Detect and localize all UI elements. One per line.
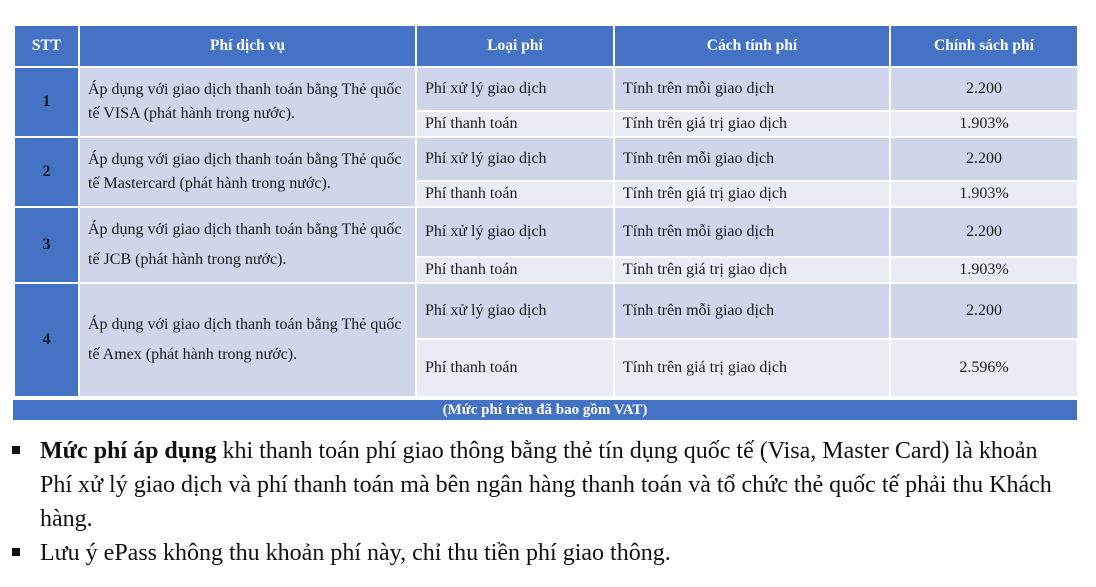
table-header-row [14,25,1078,67]
square-bullet-icon [12,548,20,556]
note-text: khi thanh toán phí giao thông bằng thẻ tín dụng quốc tế (Visa, Master Card) là khoản Phí xử lý giao dịch và phí thanh toán mà bên ngân hàng thanh toán và tổ chức thẻ quốc tế phải thu Khách hàng. [40,438,1052,532]
fee-type: Phí thanh toán [416,257,614,283]
vat-footnote: (Mức phí trên đã bao gồm VAT) [13,398,1077,420]
calc-method: Tính trên mỗi giao dịch [614,137,890,181]
fee-table-container [13,24,1077,420]
note-text: Lưu ý ePass không thu khoản phí này, chỉ thu tiền phí giao thông. [40,540,671,566]
fee-policy: 2.200 [890,207,1078,257]
calc-method: Tính trên giá trị giao dịch [614,257,890,283]
fee-policy: 2.596% [890,339,1078,397]
table-row [14,283,1078,339]
square-bullet-icon [12,446,20,454]
fee-type: Phí xử lý giao dịch [416,137,614,181]
fee-policy: 1.903% [890,111,1078,137]
fee-policy: 2.200 [890,283,1078,339]
row-number: 4 [14,283,79,397]
service-description: Áp dụng với giao dịch thanh toán bằng Thẻ quốc tế VISA (phát hành trong nước). [79,67,416,137]
fee-type: Phí xử lý giao dịch [416,283,614,339]
header-fee-type: Loại phí [416,25,614,67]
header-fee-policy: Chính sách phí [890,25,1078,67]
fee-type: Phí thanh toán [416,181,614,207]
fee-policy: 1.903% [890,181,1078,207]
service-description: Áp dụng với giao dịch thanh toán bằng Thẻ quốc tế JCB (phát hành trong nước). [79,207,416,283]
fee-table [13,24,1079,398]
service-description: Áp dụng với giao dịch thanh toán bằng Thẻ quốc tế Mastercard (phát hành trong nước). [79,137,416,207]
table-row [14,67,1078,111]
fee-policy: 2.200 [890,67,1078,111]
note-bold-lead: Mức phí áp dụng [40,438,217,464]
fee-type: Phí xử lý giao dịch [416,67,614,111]
calc-method: Tính trên giá trị giao dịch [614,181,890,207]
fee-type: Phí xử lý giao dịch [416,207,614,257]
fee-policy: 2.200 [890,137,1078,181]
header-service: Phí dịch vụ [79,25,416,67]
fee-type: Phí thanh toán [416,339,614,397]
row-number: 2 [14,137,79,207]
table-row [14,207,1078,257]
calc-method: Tính trên mỗi giao dịch [614,283,890,339]
row-number: 3 [14,207,79,283]
row-number: 1 [14,67,79,137]
fee-type: Phí thanh toán [416,111,614,137]
header-stt: STT [14,25,79,67]
note-item [10,434,1070,536]
notes-list [10,434,1070,570]
calc-method: Tính trên giá trị giao dịch [614,111,890,137]
fee-policy: 1.903% [890,257,1078,283]
service-description: Áp dụng với giao dịch thanh toán bằng Thẻ quốc tế Amex (phát hành trong nước). [79,283,416,397]
note-item [10,536,1070,570]
table-row [14,137,1078,181]
calc-method: Tính trên giá trị giao dịch [614,339,890,397]
calc-method: Tính trên mỗi giao dịch [614,67,890,111]
header-calc-method: Cách tính phí [614,25,890,67]
calc-method: Tính trên mỗi giao dịch [614,207,890,257]
